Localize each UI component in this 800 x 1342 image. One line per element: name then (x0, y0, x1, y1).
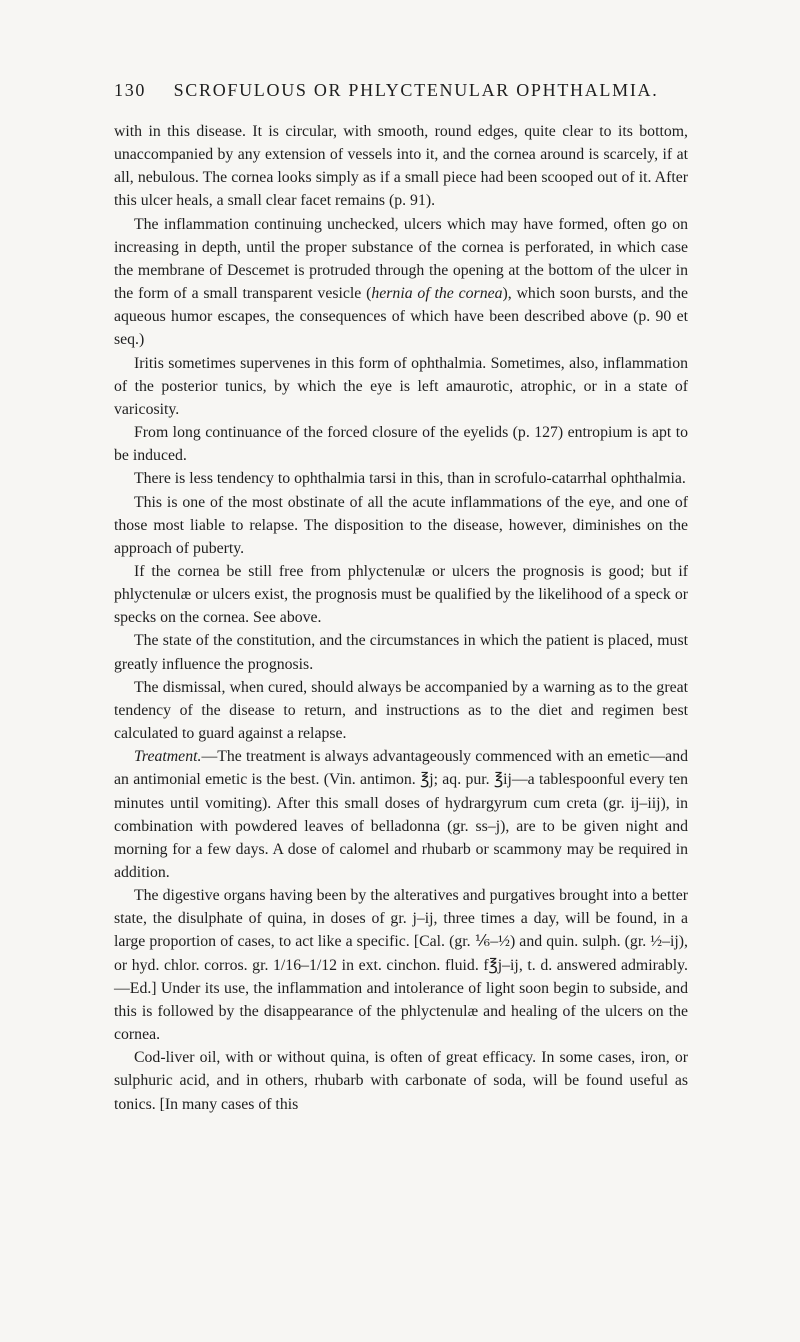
italic-phrase: hernia of the cornea (371, 285, 503, 303)
running-title: SCROFULOUS OR PHLYCTENULAR OPHTHALMIA. (173, 80, 659, 100)
treatment-dash: — (201, 748, 218, 766)
page-number: 130 (114, 80, 147, 100)
paragraph: Iritis sometimes supervenes in this form of ophthalmia. Sometimes, also, inflammation of the posterior tunics, by which the eye is left amaurotic, atrophic, or in a state of varicosity. (114, 354, 688, 418)
treatment-text: The treatment is always advantageously commenced with an emetic—and an antimonial emetic is the best. (Vin. antimon. ℥j; aq. pur. ℥ij—a tablespoonful every ten minutes until vomiting). After this small doses of hydrargyrum cum creta (gr. ij–iij), in combination with powdered leaves of belladonna (gr. ss–j), are to be given night and morning for a few days. A dose of calomel and rhubarb or scammony may be required in addition. (114, 748, 688, 881)
paragraph: The dismissal, when cured, should always be accompanied by a warning as to the great tendency of the disease to return, and instructions as to the diet and regimen best calculated to guard against a relapse. (114, 678, 688, 743)
paragraph: The state of the constitution, and the circumstances in which the patient is placed, must greatly influence the prognosis. (114, 632, 688, 673)
paragraph: Cod-liver oil, with or without quina, is often of great efficacy. In some cases, iron, or sulphuric acid, and in others, rhubarb with carbonate of soda, will be found useful as tonics. [In many cases of this (114, 1049, 688, 1113)
paragraph: This is one of the most obstinate of all the acute inflammations of the eye, and one of those most liable to relapse. The disposition to the disease, however, diminishes on the approach of puberty. (114, 493, 688, 557)
treatment-heading: Treatment. (134, 748, 202, 766)
paragraph: If the cornea be still free from phlyctenulæ or ulcers the prognosis is good; but if phlyctenulæ or ulcers exist, the prognosis must be qualified by the likelihood of a speck or specks on the cornea. See above. (114, 562, 688, 627)
treatment-paragraph (114, 745, 688, 884)
paragraph: The digestive organs having been by the alteratives and purgatives brought into a better state, the disulphate of quina, in doses of gr. j–ij, three times a day, will be found, in a large proportion of cases, to act like a specific. [Cal. (gr. ⅙–½) and quin. sulph. (gr. ½–ij), or hyd. chlor. corros. gr. 1/16–1/12 in ext. cinchon. fluid. f℥j–ij, t. d. answered admirably.—Ed.] Under its use, the inflammation and intolerance of light soon begin to subside, and this is followed by the disappearance of the phlyctenulæ and healing of the ulcers on the cornea. (114, 887, 688, 1044)
paragraph: with in this disease. It is circular, with smooth, round edges, quite clear to its bottom, unaccompanied by any extension of vessels into it, and the cornea around is scarcely, if at all, nebulous. The cornea looks simply as if a small piece had been scooped out of it. After this ulcer heals, a small clear facet remains (p. 91). (114, 123, 688, 210)
paragraph: The inflammation continuing unchecked, ulcers which may have formed, often go on increasing in depth, until the proper substance of the cornea is perforated, in which case the membrane of Descemet is protruded through the opening at the bottom of the ulcer in the form of a small transparent vesicle (hernia of the cornea), which soon bursts, and the aqueous humor escapes, the consequences of which have been described above (p. 90 et seq.) (114, 215, 689, 349)
running-header (114, 80, 694, 101)
paragraph: From long continuance of the forced closure of the eyelids (p. 127) entropium is apt to be induced. (114, 424, 688, 465)
body-text (114, 120, 688, 1116)
paragraph: There is less tendency to ophthalmia tarsi in this, than in scrofulo-catarrhal ophthalmia. (134, 470, 686, 488)
